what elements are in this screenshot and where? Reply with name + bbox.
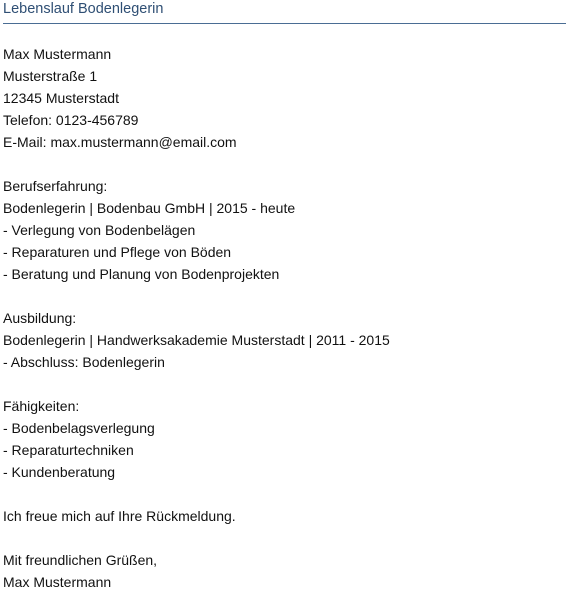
contact-street: Musterstraße 1 [3,68,98,84]
experience-item: - Beratung und Planung von Bodenprojekten [3,266,280,282]
closing-greeting: Mit freundlichen Grüßen, [3,552,158,568]
spacer [3,373,390,395]
skills-item: - Bodenbelagsverlegung [3,420,155,436]
experience-item: - Reparaturen und Pflege von Böden [3,244,232,260]
experience-item: - Verlegung von Bodenbelägen [3,222,196,238]
spacer [3,483,390,505]
skills-item: - Reparaturtechniken [3,442,134,458]
education-heading: Ausbildung: [3,310,77,326]
contact-email: E-Mail: max.mustermann@email.com [3,134,237,150]
document-title: Lebenslauf Bodenlegerin [3,1,164,17]
spacer [3,527,390,549]
spacer [3,285,390,307]
contact-city: 12345 Musterstadt [3,90,119,106]
education-item: - Abschluss: Bodenlegerin [3,354,165,370]
education-position: Bodenlegerin | Handwerksakademie Musterstadt | 2011 - 2015 [3,332,390,348]
experience-heading: Berufserfahrung: [3,178,108,194]
skills-heading: Fähigkeiten: [3,398,80,414]
closing-signature: Max Mustermann [3,574,112,590]
title-underline-divider [3,23,566,24]
spacer [3,153,390,175]
closing-sentence: Ich freue mich auf Ihre Rückmeldung. [3,508,236,524]
skills-item: - Kundenberatung [3,464,116,480]
contact-name: Max Mustermann [3,46,112,62]
document-body [3,43,390,593]
contact-phone: Telefon: 0123-456789 [3,112,139,128]
experience-position: Bodenlegerin | Bodenbau GmbH | 2015 - heute [3,200,296,216]
